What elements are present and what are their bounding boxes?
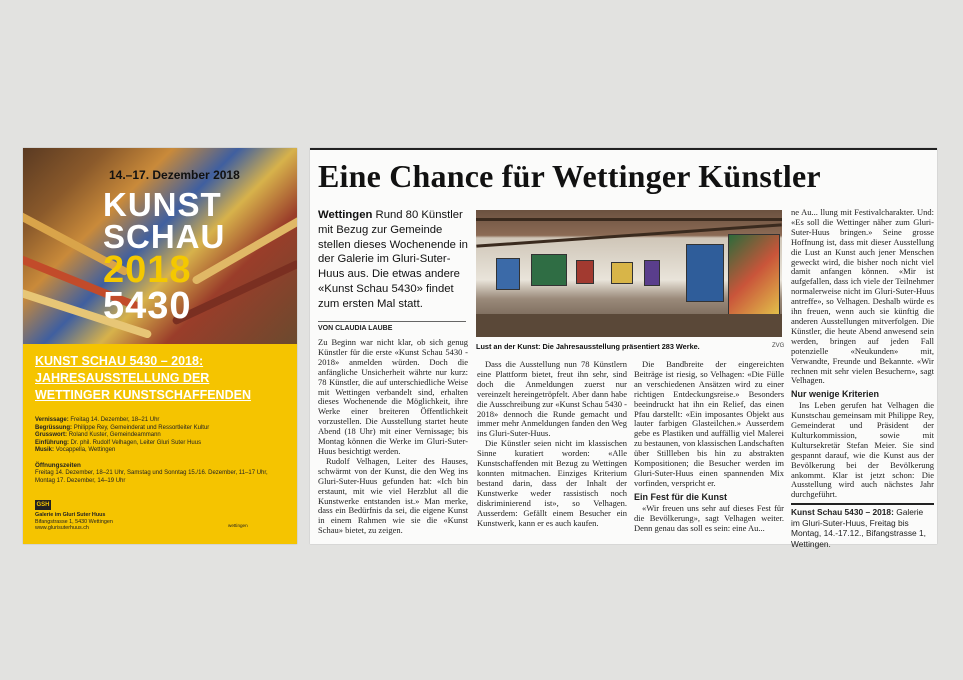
article-lead [318,208,468,312]
subheading: Nur wenige Kriterien [791,389,880,400]
poster-title-kunst: KUNST [103,186,222,223]
poster-info-panel [23,344,297,544]
paragraph: Ins Leben gerufen hat Velhagen die Kunstschau gemeinsam mit Philippe Rey, Gemeinderat und Präsident der Kulturkommission, sowie mit Kultursekretär Stefan Meier. Sie sind gespannt darauf, wie die Kunst aus der Bevölkerung bei der Bevölkerung ankommt. Klar ist jetzt schon: Die Ausstellung wird auch nächstes Jahr durchgeführt. [791,400,934,500]
paragraph: Die Bandbreite der eingereichten Beiträge ist riesig, so Velhagen: «Die Fülle an verschiedenen Ansätzen wird zu einer richtigen Entdeckungsreise.» Besonders beeindruckt hat ihn ein Relief, das einen Pfau darstellt: «Ein imposantes Objekt aus lauter farbigen Glasteilchen.» Ausserdem gebe es Plastiken und auffällig viel Malerei zu bestaunen, von klassischen Landschaften über Stillleben bis hin zu abstrakten Kompositionen; die Besucher werden im Gluri-Suter-Huus einen spannenden Mix vorfinden, verspricht er. [634,359,784,488]
lead-place: Wettingen [318,209,373,221]
article-title: Eine Chance für Wettinger Künstler [318,158,821,194]
painting-shape [531,254,567,286]
paragraph: Die Künstler seien nicht im klassischen Sinne kuratiert worden: «Alle Kunstschaffenden mit Bezug zu Wettingen konnten mitmachen. Einziges Kriterium bestand darin, dass der Inhalt der Kunstwerke weder rassistisch noch diskriminierend ist», so Velhagen. Ausserdem: Gefällt einem Besucher ein Kunstwerk, kann er es auch kaufen. [477,438,627,528]
hours-title: Öffnungszeiten [35,462,81,469]
opening-hours [35,470,290,485]
website-link[interactable]: www.glurisuterhuus.ch [35,525,89,532]
paragraph: ne Au... llung mit Festivalcharakter. Und: «Es soll die Wettinger näher zum Gluri-Suter-Huus bringen.» Seine grosse Hoffnung ist, dass mit dieser Ausstellung die Lust an Kunst auch jener Menschen geweckt wird, die bisher noch nicht viel damit anfangen können. «Mir ist aufgefallen, dass ich viele der Teilnehmer normalerweise nicht im Gluri-Suter-Huus antreffe», so Velhagen. Deshalb würde es ihn freuen, wenn auch sie künftig die anderen Ausstellungen mitverfolgen. Die Künstler, die heute Abend anwesend sein werden, bringen auf jeden Fall potenzielle «Neukunden» mit, Verwandte, Freunde und Bekannte. «Wir rechnen mit sehr vielen Besuchern», sagt Velhagen. [791,207,934,386]
gsh-logo: GSH [36,502,50,508]
byline: VON CLAUDIA LAUBE [318,321,466,332]
poster-painting-image [23,148,297,344]
event-info-box [791,503,934,549]
article-column-3 [634,360,784,533]
painting-shape [576,260,594,284]
detail-row [35,447,290,455]
painting-shape [611,262,633,284]
detail-row [35,417,290,425]
detail-value: Dr. phil. Rudolf Velhagen, Leiter Gluri Suter Huus [70,439,202,446]
article-column-2 [477,360,627,528]
painting-shape [686,244,724,302]
subheading: Ein Fest für die Kunst [634,491,728,502]
poster-details [35,417,290,455]
paragraph: Rudolf Velhagen, Leiter des Hauses, schwärmt von der Kunst, die den Weg ins Gluri-Suter-Huus gefunden hat: «Ich bin erstaunt, mit wie viel Herzblut all die Kunstwerke entstanden ist.» Man merke, dass ein Bedürfnis da sei, die eigene Kunst in einem Rahmen wie sie die «Kunst Schau» bietet, zu zeigen. [318,455,468,536]
gallery-photo [476,210,782,337]
detail-label: Musik: [35,447,55,454]
article-column-4 [791,208,934,500]
photo-caption: Lust an der Kunst: Die Jahresausstellung präsentiert 283 Werke. [476,342,700,351]
detail-value: Roland Kuster, Gemeindeammann [68,432,161,439]
article-column-1 [318,338,468,536]
poster-address [35,512,155,532]
newspaper-article [310,148,937,549]
ceiling-beam [476,218,782,221]
address-line: Galerie im Gluri Suter Huus [35,512,106,518]
paragraph: «Wir freuen uns sehr auf dieses Fest für die Bevölkerung», sagt Velhagen weiter. Denn genau das soll es sein: eine Au... [634,502,784,533]
poster-title-year: 2018 [103,249,192,291]
address-line: Bifangstrasse 1, 5430 Wettingen [35,518,113,525]
poster-title-zip: 5430 [103,285,192,327]
poster-date: 14.–17. Dezember 2018 [109,168,240,182]
detail-row [35,440,290,448]
sponsor-logos: wettingen [228,523,248,528]
info-title: Kunst Schau 5430 – 2018: [791,507,894,517]
detail-value: Philippe Rey, Gemeinderat und Ressortleiter Kultur [73,424,210,431]
hours-line: Montag 17. Dezember, 14–19 Uhr [35,477,126,484]
detail-label: Grusswort: [35,432,68,439]
lead-text: Rund 80 Künstler mit Bezug zur Gemeinde stellen dieses Wochenende in der Galerie im Gluri-Suter-Huus aus. Die etwas andere «Kunst Schau 5430» findet zum ersten Mal statt. [318,209,468,310]
photo-credit: ZVG [772,343,785,349]
paragraph: Dass die Ausstellung nun 78 Künstlern eine Plattform bietet, freut ihn sehr, sind doch die Anmeldungen zuerst nur vereinzelt hereingetröpfelt. Aber dann habe die Ausschreibung zur «Kunst Schau 5430 - 2018» dennoch die Runde gemacht und immer mehr Anmeldungen fanden den Weg ins Gluri-Suter-Huus. [477,359,627,439]
detail-value: Freitag 14. Dezember, 18–21 Uhr [70,417,160,423]
detail-row [35,425,290,433]
info-text: Galerie im Gluri-Suter-Huus, Freitag bis Montag, 14.-17.12., Bifangstrasse 1, Wettingen. [791,507,927,549]
detail-label: Vernissage: [35,417,69,423]
painting-shape [496,258,520,290]
floor-shape [476,314,782,337]
paragraph: Zu Beginn war nicht klar, ob sich genug Künstler für die erste «Kunst Schau 5430 - 2018» anmelden würden. Doch die anfängliche Unsicherheit währte nur kurz: 78 Künstler, die auf unterschiedliche Weise mit Wettingen verbandelt sind, erhalten dieses Wochenende die Möglichkeit, ihre Werke einer breiteren Öffentlichkeit vorzustellen. Die Ausstellung startet heute Abend (18 Uhr) mit einer Vernissage; bis Montag können die Werke im Gluri-Suter-Huus besichtigt werden. [318,337,468,456]
painting-shape [644,260,660,286]
detail-label: Einführung: [35,439,69,446]
painting-shape [728,234,780,316]
hours-line: Freitag 14. Dezember, 18–21 Uhr, Samstag und Sonntag 15./16. Dezember, 11–17 Uhr, [35,470,268,476]
poster-title-schau: SCHAU [103,218,226,255]
poster-headline: KUNST SCHAU 5430 – 2018: JAHRESAUSSTELLUNG DER WETTINGER KUNSTSCHAFFENDEN [35,354,251,402]
detail-label: Begrüssung: [35,424,73,431]
top-rule [310,148,937,150]
detail-row [35,432,290,440]
detail-value: Vocappella, Wettingen [55,447,116,454]
exhibition-poster [23,148,297,544]
